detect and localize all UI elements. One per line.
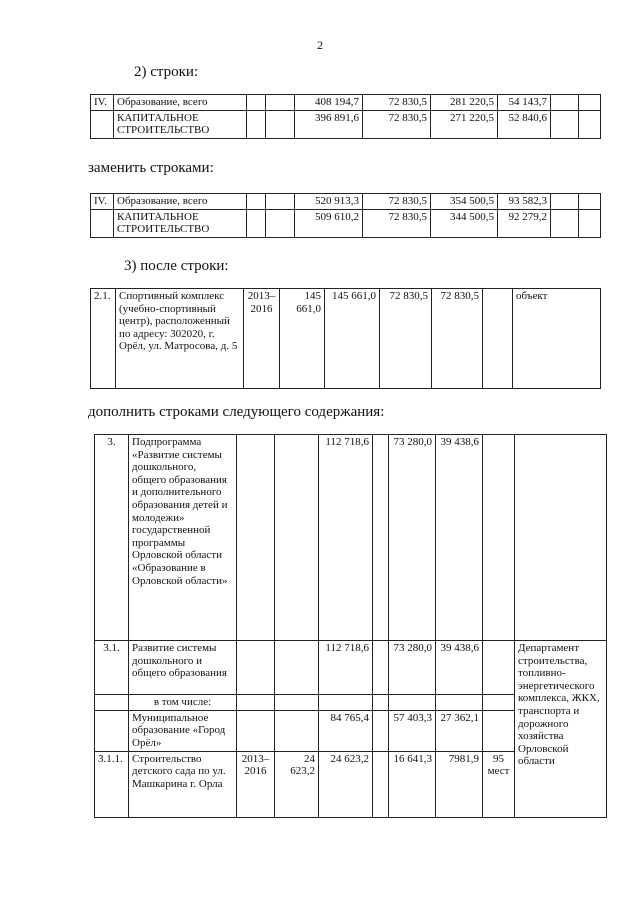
local-value: 92 279,2 bbox=[498, 209, 551, 237]
total-value: 509 610,2 bbox=[295, 209, 363, 237]
row-number: IV. bbox=[91, 95, 114, 111]
empty-cell bbox=[95, 710, 129, 751]
table-row bbox=[91, 209, 601, 237]
total-value: 145 661,0 bbox=[325, 289, 380, 389]
empty-cell bbox=[266, 194, 295, 210]
local-value: 39 438,6 bbox=[436, 435, 483, 641]
empty-cell bbox=[551, 110, 579, 138]
empty-cell bbox=[266, 95, 295, 111]
local-value: 7981,9 bbox=[436, 751, 483, 817]
empty-cell bbox=[373, 710, 389, 751]
empty-cell bbox=[373, 435, 389, 641]
regional-value: 281 220,5 bbox=[431, 95, 498, 111]
row-name: Спортивный комплекс (учебно-спортивный центр), расположенный по адресу: 302020, г. Орёл, ул. Матросова, д. 5 bbox=[116, 289, 244, 389]
total-value: 24 623,2 bbox=[319, 751, 373, 817]
capacity: объект bbox=[513, 289, 601, 389]
empty-cell bbox=[275, 641, 319, 695]
years: 2013–2016 bbox=[237, 751, 275, 817]
row-number: 3.1.1. bbox=[95, 751, 129, 817]
old-rows-table bbox=[90, 94, 601, 139]
row-name: в том числе: bbox=[129, 695, 237, 711]
row-number bbox=[91, 209, 114, 237]
empty-cell bbox=[247, 209, 266, 237]
empty-cell bbox=[275, 695, 319, 711]
row-name: КАПИТАЛЬНОЕ СТРОИТЕЛЬСТВО bbox=[114, 110, 247, 138]
section-3-heading: 3) после строки: bbox=[124, 258, 229, 274]
page-number: 2 bbox=[317, 38, 323, 52]
empty-cell bbox=[551, 95, 579, 111]
total-value: 520 913,3 bbox=[295, 194, 363, 210]
row-name: Муниципальное образование «Город Орёл» bbox=[129, 710, 237, 751]
row-name: Образование, всего bbox=[114, 95, 247, 111]
empty-cell bbox=[247, 95, 266, 111]
empty-cell bbox=[515, 435, 607, 641]
regional-value: 271 220,5 bbox=[431, 110, 498, 138]
regional-value: 73 280,0 bbox=[389, 435, 436, 641]
empty-cell bbox=[275, 435, 319, 641]
local-value: 54 143,7 bbox=[498, 95, 551, 111]
local-value: 27 362,1 bbox=[436, 710, 483, 751]
empty-cell bbox=[266, 209, 295, 237]
empty-cell bbox=[551, 194, 579, 210]
empty-cell bbox=[579, 110, 601, 138]
regional-value: 73 280,0 bbox=[389, 641, 436, 695]
federal-value: 72 830,5 bbox=[363, 209, 431, 237]
empty-cell bbox=[237, 695, 275, 711]
row-name: КАПИТАЛЬНОЕ СТРОИТЕЛЬСТВО bbox=[114, 209, 247, 237]
regional-value: 57 403,3 bbox=[389, 710, 436, 751]
empty-cell bbox=[95, 695, 129, 711]
empty-cell bbox=[247, 110, 266, 138]
empty-cell bbox=[373, 641, 389, 695]
table-row bbox=[91, 289, 601, 389]
row-name: Строительство детского сада по ул. Машкарина г. Орла bbox=[129, 751, 237, 817]
empty-cell bbox=[237, 435, 275, 641]
local-value: 52 840,6 bbox=[498, 110, 551, 138]
capacity: 95 мест bbox=[483, 751, 515, 817]
empty-cell bbox=[483, 641, 515, 695]
row-number: 2.1. bbox=[91, 289, 116, 389]
empty-cell bbox=[389, 695, 436, 711]
section-1-heading: 2) строки: bbox=[134, 64, 199, 80]
empty-cell bbox=[237, 710, 275, 751]
empty-cell bbox=[373, 695, 389, 711]
after-row-table bbox=[90, 288, 601, 389]
empty-cell bbox=[247, 194, 266, 210]
regional-value: 354 500,5 bbox=[431, 194, 498, 210]
table-row bbox=[91, 110, 601, 138]
table-row bbox=[95, 435, 607, 641]
years: 2013–2016 bbox=[244, 289, 280, 389]
regional-value: 72 830,5 bbox=[432, 289, 483, 389]
row-name: Развитие системы дошкольного и общего образования bbox=[129, 641, 237, 695]
new-rows-table bbox=[90, 193, 601, 238]
table-row bbox=[95, 641, 607, 695]
added-rows-table bbox=[94, 434, 607, 818]
section-4-heading: дополнить строками следующего содержания: bbox=[88, 404, 385, 420]
regional-value: 16 641,3 bbox=[389, 751, 436, 817]
section-2-heading: заменить строками: bbox=[88, 160, 214, 176]
local-value: 93 582,3 bbox=[498, 194, 551, 210]
local-value: 39 438,6 bbox=[436, 641, 483, 695]
empty-cell bbox=[579, 95, 601, 111]
total-value: 396 891,6 bbox=[295, 110, 363, 138]
empty-cell bbox=[579, 194, 601, 210]
federal-value: 72 830,5 bbox=[363, 95, 431, 111]
row-number: 3. bbox=[95, 435, 129, 641]
empty-cell bbox=[483, 435, 515, 641]
total-value: 408 194,7 bbox=[295, 95, 363, 111]
empty-cell bbox=[266, 110, 295, 138]
row-number bbox=[91, 110, 114, 138]
empty-cell bbox=[275, 710, 319, 751]
regional-value: 344 500,5 bbox=[431, 209, 498, 237]
empty-cell bbox=[319, 695, 373, 711]
empty-cell bbox=[373, 751, 389, 817]
federal-value: 72 830,5 bbox=[380, 289, 432, 389]
row-name: Образование, всего bbox=[114, 194, 247, 210]
total-value: 112 718,6 bbox=[319, 435, 373, 641]
table-row bbox=[91, 95, 601, 111]
empty-cell bbox=[483, 695, 515, 711]
total-value: 112 718,6 bbox=[319, 641, 373, 695]
row-number: IV. bbox=[91, 194, 114, 210]
empty-cell bbox=[237, 641, 275, 695]
total-value: 84 765,4 bbox=[319, 710, 373, 751]
empty-cell bbox=[483, 710, 515, 751]
federal-value: 72 830,5 bbox=[363, 194, 431, 210]
row-number: 3.1. bbox=[95, 641, 129, 695]
estimated-cost: 145 661,0 bbox=[280, 289, 325, 389]
federal-value: 72 830,5 bbox=[363, 110, 431, 138]
row-name: Подпрограмма «Развитие системы дошкольного, общего образования и дополнительного образования детей и молодежи» государственной программы Орловской области «Образование в Орловской области» bbox=[129, 435, 237, 641]
empty-cell bbox=[579, 209, 601, 237]
estimated-cost: 24 623,2 bbox=[275, 751, 319, 817]
responsible-department: Департамент строительства, топливно-энергетического комплекса, ЖКХ, транспорта и дорожного хозяйства Орловской области bbox=[515, 641, 607, 818]
empty-cell bbox=[551, 209, 579, 237]
table-row bbox=[91, 194, 601, 210]
empty-cell bbox=[436, 695, 483, 711]
empty-cell bbox=[483, 289, 513, 389]
